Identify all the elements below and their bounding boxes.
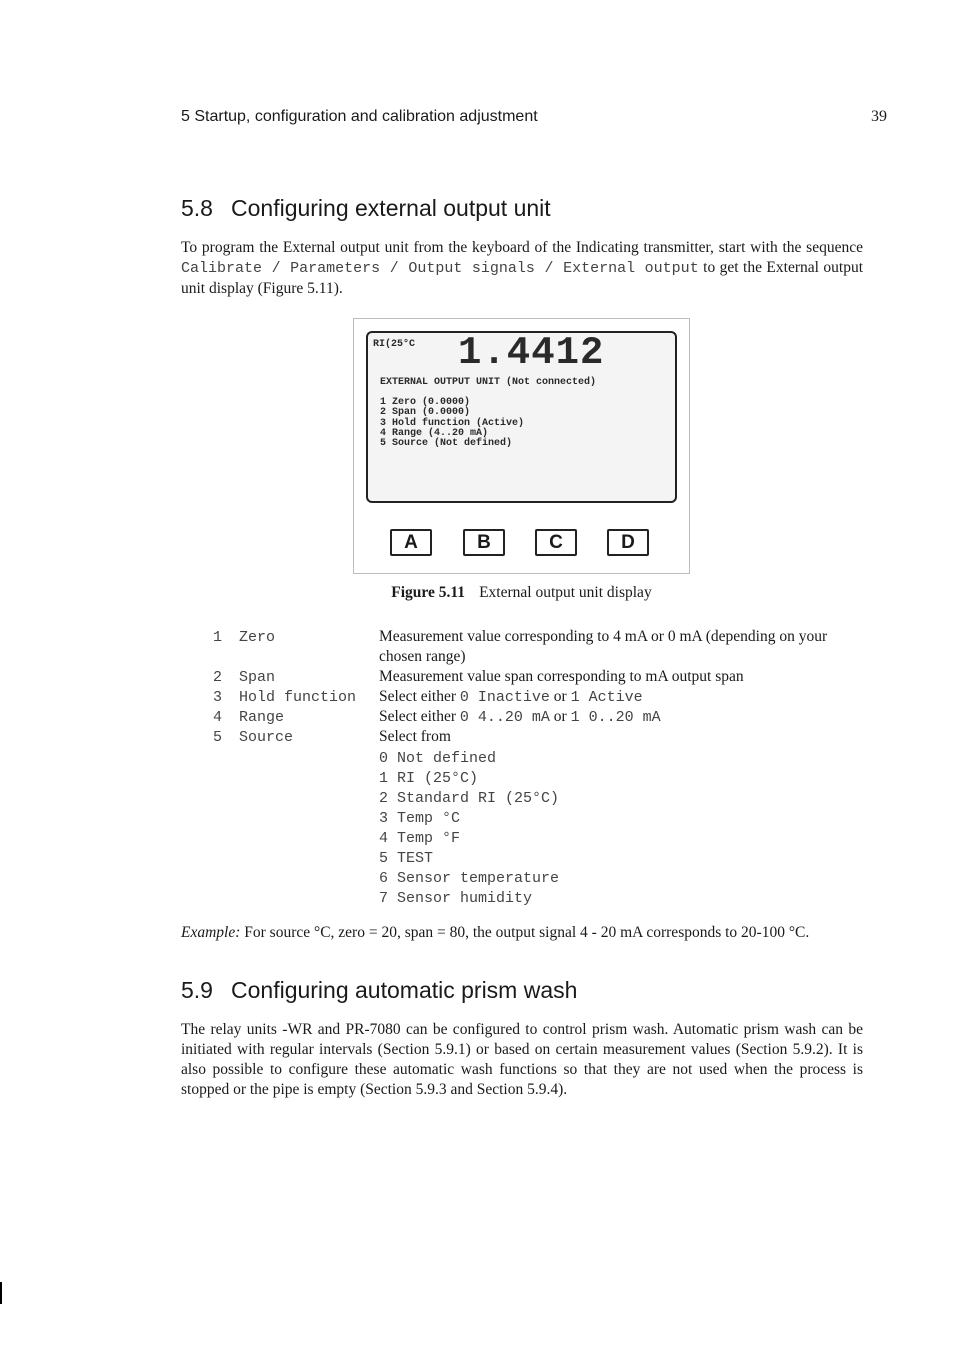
section-title: Configuring external output unit [231, 195, 551, 221]
example-label: Example: [181, 924, 241, 941]
lcd-menu-item: 4 Range (4..20 mA) [380, 428, 489, 439]
key-b-button: B [463, 529, 505, 556]
param-name: Source [239, 729, 294, 746]
figure-label: Figure 5.11 [391, 584, 466, 601]
prism-wash-paragraph: The relay units -WR and PR-7080 can be configured to control prism wash. Automatic prism wash can be initiated with regular intervals (Section 5.9.1) or based on certain measurement values (Section 5.9.2). It is also possible to configure these automatic wash functions so that they are not used when the process is stopped or the pipe is empty (Section 5.9.3 and Section 5.9.4). [181, 1021, 863, 1098]
param-option: 1 0..20 mA [570, 709, 661, 726]
intro-text: To program the External output unit from the keyboard of the Indicating transmitter, start with the sequence [181, 239, 863, 256]
source-option: 4 Temp °F [379, 830, 461, 847]
param-desc-prefix: Select either [379, 688, 457, 705]
lcd-menu-item: 5 Source (Not defined) [380, 438, 513, 449]
example-paragraph [181, 924, 809, 942]
param-number: 3 [213, 689, 223, 706]
figure-caption-text: External output unit display [479, 584, 652, 601]
param-name: Hold function [239, 689, 357, 706]
menu-sequence: Calibrate / Parameters / Output signals / External output [181, 260, 699, 277]
figure-caption [353, 584, 690, 602]
param-option: 0 Inactive [459, 689, 550, 706]
param-option: 0 4..20 mA [459, 709, 550, 726]
section-title: Configuring automatic prism wash [231, 977, 578, 1003]
lcd-menu-item: 2 Span (0.0000) [380, 407, 471, 418]
param-description: Select from [379, 728, 451, 745]
param-option: 1 Active [570, 689, 643, 706]
intro-text-end: to get the External output unit display (Figure 5.11). [181, 259, 864, 297]
section-number: 5.8 [181, 195, 213, 221]
section-number: 5.9 [181, 977, 213, 1003]
lcd-reading: 1.4412 [458, 331, 605, 375]
source-option: 5 TEST [379, 850, 434, 867]
running-header: 5 Startup, configuration and calibration adjustment [181, 108, 538, 125]
param-number: 2 [213, 669, 223, 686]
lcd-heading: EXTERNAL OUTPUT UNIT (Not connected) [380, 377, 597, 388]
key-c-button: C [535, 529, 577, 556]
source-option: 3 Temp °C [379, 810, 461, 827]
example-text: For source °C, zero = 20, span = 80, the output signal 4 - 20 mA corresponds to 20-100 °C. [244, 924, 810, 941]
lcd-unit-label: RI(25°C [373, 339, 416, 350]
key-d-button: D [607, 529, 649, 556]
param-desc-or: or [553, 688, 567, 705]
param-number: 1 [213, 629, 223, 646]
source-option: 0 Not defined [379, 750, 497, 767]
section-heading-5-9 [181, 977, 577, 1004]
param-desc-prefix: Select either [379, 708, 457, 725]
param-number: 5 [213, 729, 223, 746]
param-description: Measurement value span corresponding to mA output span [379, 668, 744, 685]
param-name: Range [239, 709, 285, 726]
param-description: Measurement value corresponding to 4 mA or 0 mA (depending on your chosen range) [379, 628, 828, 665]
source-option: 1 RI (25°C) [379, 770, 479, 787]
section-heading-5-8 [181, 195, 551, 222]
page-number: 39 [871, 108, 887, 125]
param-number: 4 [213, 709, 223, 726]
param-description [379, 687, 864, 708]
param-desc-or: or [553, 708, 567, 725]
source-option: 6 Sensor temperature [379, 870, 560, 887]
lcd-menu-item: 3 Hold function (Active) [380, 418, 525, 429]
source-option: 2 Standard RI (25°C) [379, 790, 560, 807]
key-a-button: A [390, 529, 432, 556]
intro-paragraph [181, 238, 863, 299]
param-description [379, 707, 864, 728]
param-name: Zero [239, 629, 276, 646]
lcd-menu-item: 1 Zero (0.0000) [380, 397, 471, 408]
param-name: Span [239, 669, 276, 686]
margin-mark [0, 1282, 2, 1304]
source-option: 7 Sensor humidity [379, 890, 533, 907]
